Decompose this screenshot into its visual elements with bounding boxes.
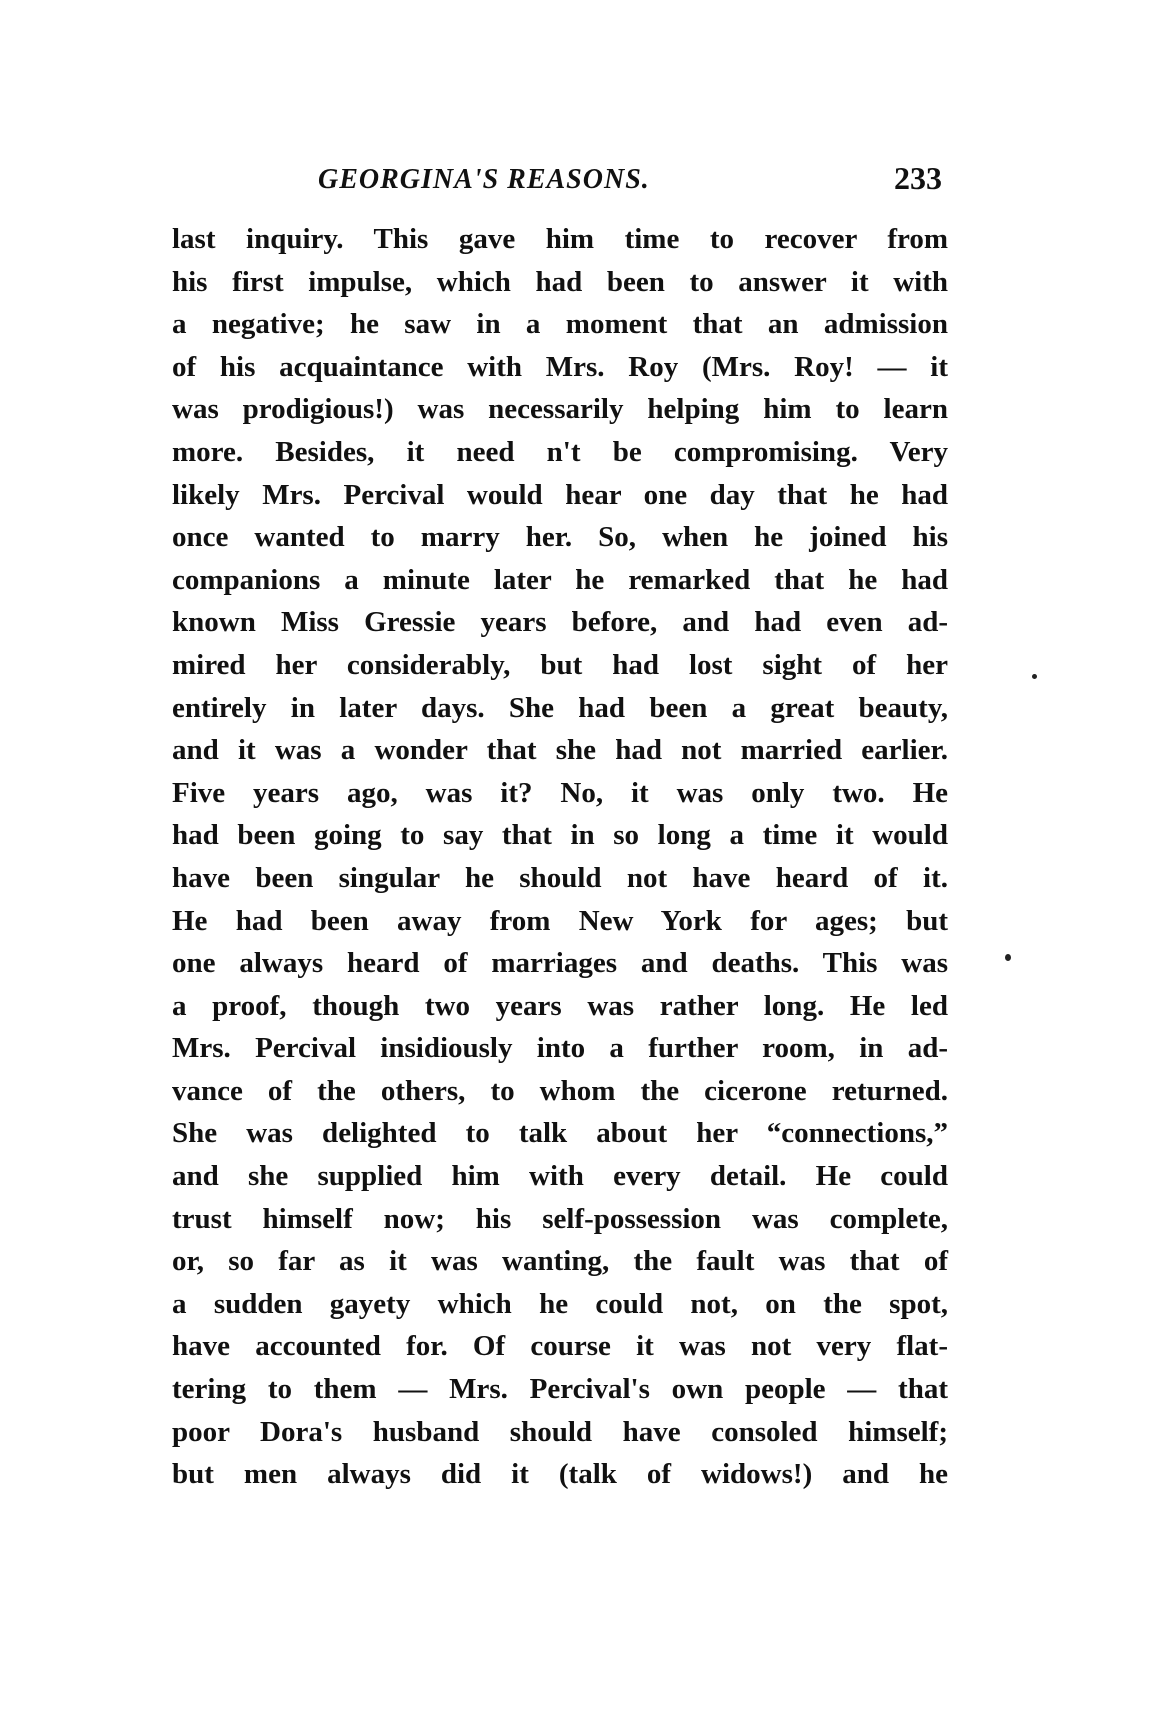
margin-speck: [1032, 674, 1037, 679]
text-line: and it was a wonder that she had not married earlier.: [172, 734, 948, 767]
text-line: Mrs. Percival insidiously into a further room, in ad-: [172, 1032, 948, 1065]
text-line: a sudden gayety which he could not, on the spot,: [172, 1287, 948, 1320]
text-line: one always heard of marriages and deaths. This was: [172, 947, 948, 980]
text-line: of his acquaintance with Mrs. Roy (Mrs. Roy! — it: [172, 350, 948, 383]
text-line: but men always did it (talk of widows!) and he: [172, 1458, 948, 1491]
text-line: more. Besides, it need n't be compromising. Very: [172, 435, 948, 468]
text-line: have been singular he should not have heard of it.: [172, 861, 948, 894]
text-line: likely Mrs. Percival would hear one day that he had: [172, 478, 948, 511]
text-line: a proof, though two years was rather long. He led: [172, 989, 948, 1022]
text-line: tering to them — Mrs. Percival's own people — that: [172, 1373, 948, 1406]
text-line: vance of the others, to whom the cicerone returned.: [172, 1074, 948, 1107]
text-line: entirely in later days. She had been a great beauty,: [172, 691, 948, 724]
body-text: [172, 218, 948, 1496]
text-line: a negative; he saw in a moment that an admission: [172, 308, 948, 341]
text-line: once wanted to marry her. So, when he joined his: [172, 521, 948, 554]
running-head: [170, 160, 960, 204]
text-line: and she supplied him with every detail. He could: [172, 1160, 948, 1193]
text-line: companions a minute later he remarked that he had: [172, 563, 948, 596]
text-line: Five years ago, was it? No, it was only two. He: [172, 776, 948, 809]
text-line: trust himself now; his self-possession was complete,: [172, 1202, 948, 1235]
text-line: last inquiry. This gave him time to recover from: [172, 223, 948, 255]
page-number: 233: [894, 160, 942, 196]
text-line: have accounted for. Of course it was not very flat-: [172, 1330, 948, 1363]
text-line: She was delighted to talk about her “connections,”: [172, 1117, 948, 1150]
running-title: GEORGINA'S REASONS.: [318, 164, 650, 195]
text-line: or, so far as it was wanting, the fault was that of: [172, 1245, 948, 1278]
text-line: his first impulse, which had been to answer it with: [172, 265, 948, 298]
text-line: mired her considerably, but had lost sight of her: [172, 648, 948, 681]
text-line: He had been away from New York for ages; but: [172, 904, 948, 937]
text-line: poor Dora's husband should have consoled himself;: [172, 1415, 948, 1448]
text-line: had been going to say that in so long a time it would: [172, 819, 948, 852]
margin-speck: [1005, 954, 1011, 961]
text-line: was prodigious!) was necessarily helping him to learn: [172, 393, 948, 426]
text-line: known Miss Gressie years before, and had even ad-: [172, 606, 948, 639]
